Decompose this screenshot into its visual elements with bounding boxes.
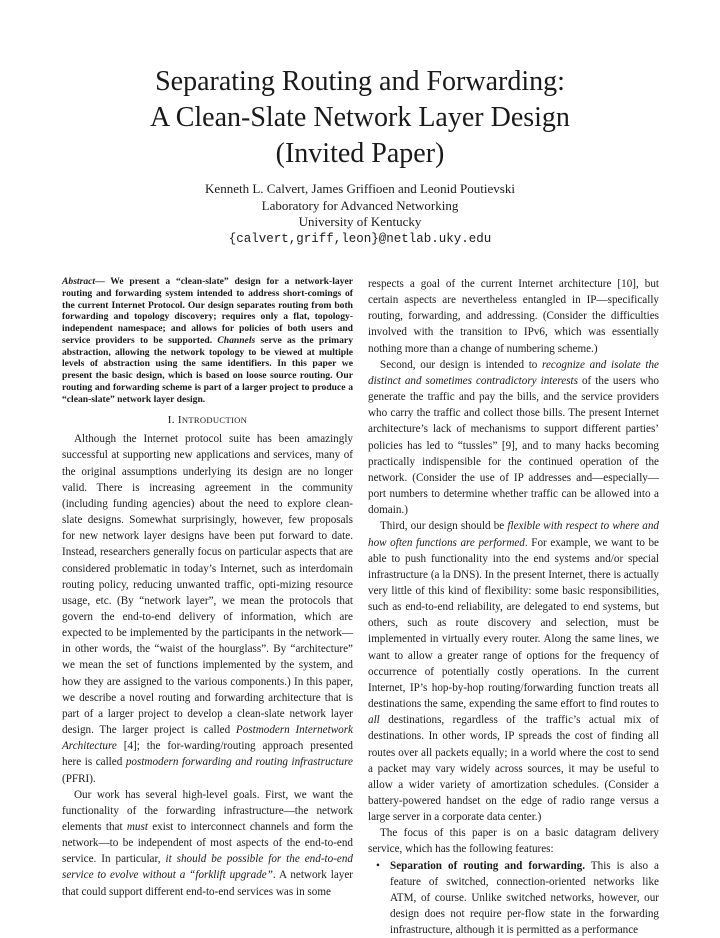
section-heading-introduction: I. INTRODUCTION xyxy=(167,414,248,427)
abstract-label: Abstract xyxy=(62,276,96,287)
author-university: University of Kentucky xyxy=(298,214,422,229)
list-item: • Separation of routing and forwarding. This is also a feature of switched, connection-oriented networks like ATM, of course. Unlike switched networks, however, our design does not require per-flow state in the forwarding infrastructure, although it is permitted as a performance xyxy=(390,858,659,938)
intro-paragraph-2: Our work has several high-level goals. First, we want the functionality of the forwarding infrastructure—the network elements that must exist to interconnect channels and form the network—to be independent of most aspects of the end-to-end service. In particular, it should be possible for the end-to-end service to evolve without a “forklift upgrade”. A network layer that could support different end-to-end services was in some xyxy=(62,788,353,898)
right-column xyxy=(368,276,659,938)
left-column xyxy=(62,276,353,900)
author-email: {calvert,griff,leon}@netlab.uky.edu xyxy=(228,231,492,246)
abstract: Abstract— We present a “clean-slate” design for a network-layer routing and forwarding system intended to address short-comings of the current Internet Protocol. Our design separates routing from both forwarding and topology discovery; requires only a flat, topology-independent namespace; and allows for policies of both users and service providers to be supported. Channels serve as the primary abstraction, allowing the network topology to be viewed at multiple levels of abstraction using the same identifiers. In this paper we present the basic design, which is based on loose source routing. Our routing and forwarding scheme is part of a larger project to produce a “clean-slate” network layer design. xyxy=(62,276,353,405)
author-names: Kenneth L. Calvert, James Griffioen and Leonid Poutievski xyxy=(205,181,515,196)
right-paragraph-3: The focus of this paper is on a basic datagram delivery service, which has the following features: xyxy=(368,827,659,856)
abstract-channels: Channels xyxy=(217,334,256,346)
right-paragraph-1: Second, our design is intended to recognize and isolate the distinct and sometimes contradictory interests of the users who generate the traffic and pay the bills, and the service providers who carry the traffic and collect those bills. The present Internet architecture’s lack of mechanisms to support different parties’ policies has led to “tussles” [9], and to many hacks becoming practically indispensible for the continued operation of the network. (Consider the use of IP addresses and—especially—port numbers to determine whether traffic can be allowed into a domain.) xyxy=(368,358,660,517)
paper-title xyxy=(0,64,720,172)
title-line-2: A Clean-Slate Network Layer Design xyxy=(150,102,570,133)
feature-list xyxy=(368,858,659,938)
author-block xyxy=(0,181,720,247)
right-paragraph-2: Third, our design should be flexible with respect to where and how often functions are performed. For example, we want to be able to push functionality into the end systems and/or special infrastructure (a la DNS). In the present Internet, there is actually very little of this kind of flexibility: some basic responsibilities, such as end-to-end reliability, are delegated to end systems, but others, such as route discovery and selection, must be implemented in virtually every router. Along the same lines, we want to allow a greater range of options for the frequency of occurrence of potentially costly operations. In the current Internet, IP’s hop-by-hop routing/forwarding function treats all destinations the same, expending the same effort to find routes to all destinations, regardless of the traffic’s actual mix of destinations. In other words, IP spreads the cost of finding all routes over all packets equally; in a world where the cost to send a packet may vary widely across sources, it may be useful to allow a wider variety of amortization schedules. (Consider a battery-powered handset on the edge of radio range versus a large server in a corporate data center.) xyxy=(368,520,660,824)
title-line-3: (Invited Paper) xyxy=(275,138,445,169)
title-line-1: Separating Routing and Forwarding: xyxy=(155,66,565,97)
intro-paragraph-1: Although the Internet protocol suite has been amazingly successful at supporting new applications and services, many of the original assumptions underlying its design are no longer valid. There is increasing agreement in the community (including funding agencies) about the need to explore clean-slate designs. Somewhat surprisingly, however, few proposals for new network layer designs have been put forward to date. Instead, researchers generally focus on particular aspects that are considered problematic in today’s Internet, such as interdomain routing policy, reducing unwanted traffic, opti-mizing resource usage, etc. (By “network layer”, we mean the protocols that govern the end-to-end delivery of information, which are expected to be implemented by the participants in the network—in other words, the “waist of the hourglass”. By “architecture” we mean the set of functions implemented by the system, and how they are assigned to the various components.) In this paper, we describe a novel routing and forwarding architecture that is part of a larger project to develop a clean-slate network layer design. The larger project is called Postmodern Internetwork Architecture [4]; the for-warding/routing approach presented here is called postmodern forwarding and routing infrastructure (PFRI). xyxy=(62,433,353,785)
right-paragraph-0: respects a goal of the current Internet architecture [10], but certain aspects are nevertheless entangled in IP—specifically routing, forwarding, and addressing. (Consider the difficulties involved with the transition to IPv6, which was essentially nothing more than a change of numbering scheme.) xyxy=(368,278,659,355)
author-lab: Laboratory for Advanced Networking xyxy=(261,197,459,213)
